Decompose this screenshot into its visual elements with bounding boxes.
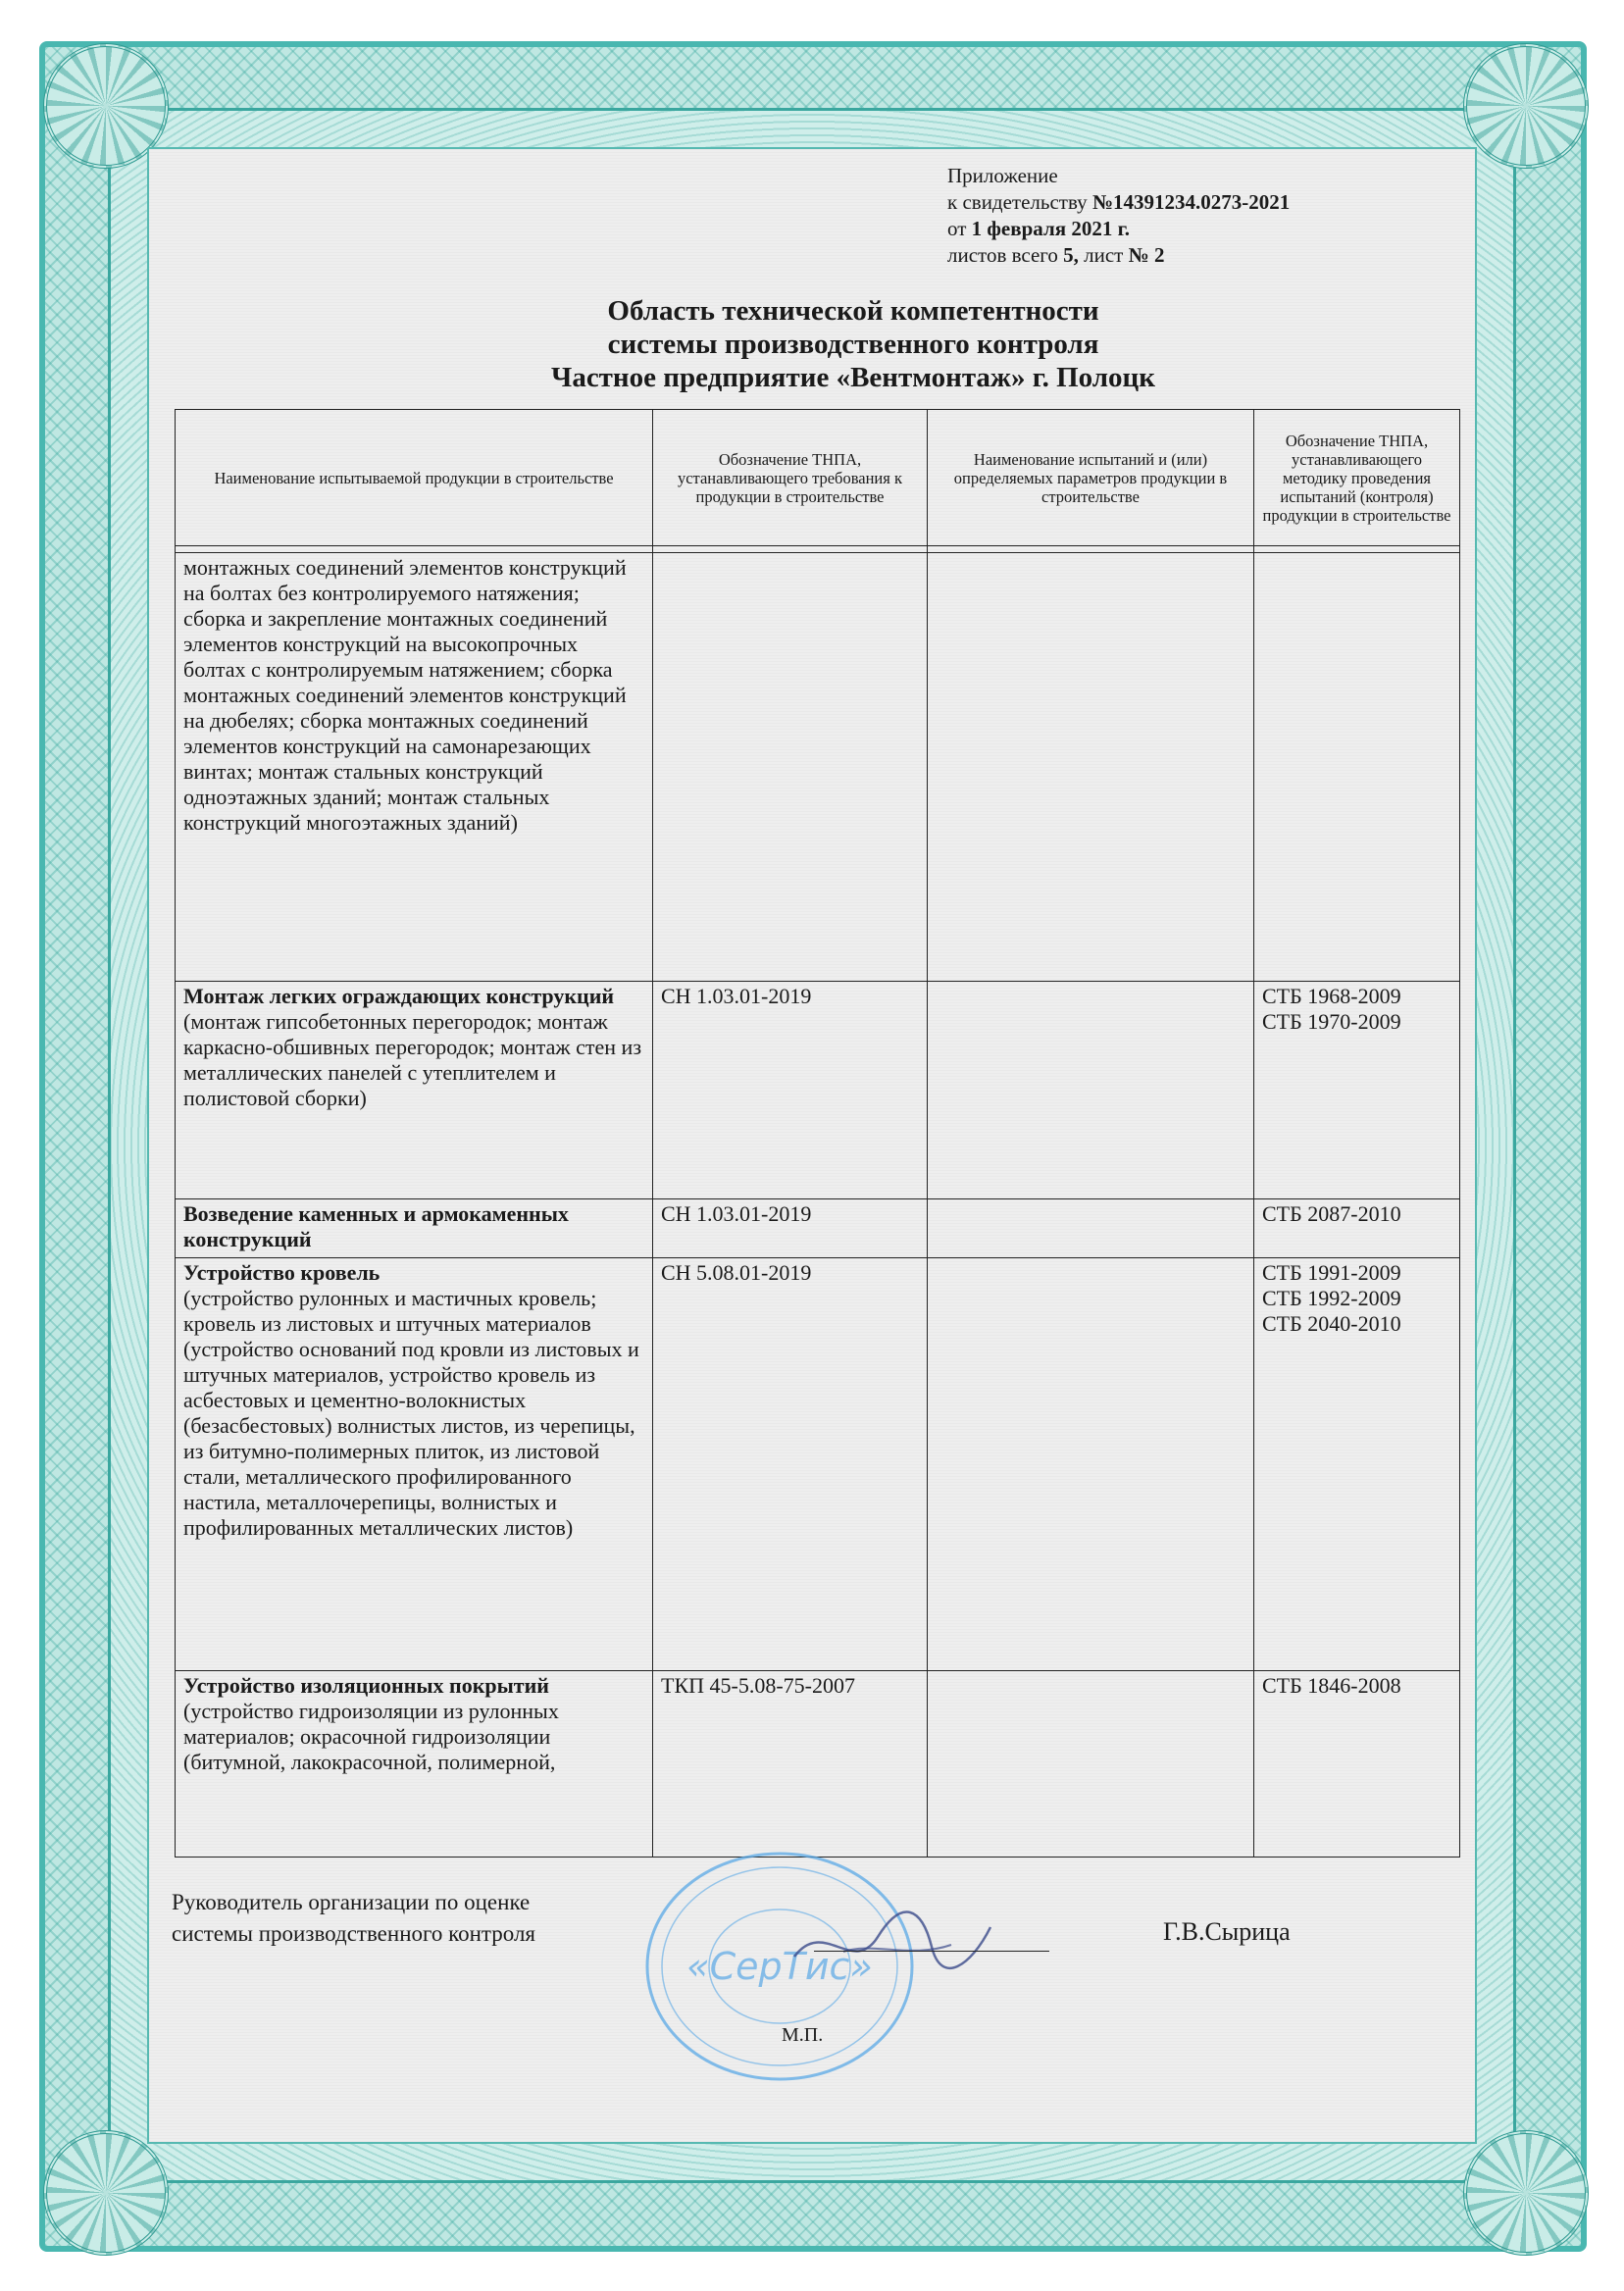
sheet-label: лист [1078, 243, 1129, 267]
tests-cell [928, 1671, 1254, 1858]
product-cell [176, 982, 653, 1199]
title-line: системы производственного контроля [607, 329, 1099, 360]
product-cell [176, 1258, 653, 1671]
table-separator-row [176, 546, 1460, 553]
product-description: монтажных соединений элементов конструкций на болтах без контролируемого натяжения; сборка и закрепление монтажных соединений элементов конструкций на высокопрочных болтах с контролируемым натяжением; сборка монтажных соединений элементов конструкций на дюбелях; сборка монтажных соединений элементов конструкций на самонарезающих винтах; монтаж стальных конструкций одноэтажных зданий; монтаж стальных конструкций многоэтажных зданий) [183, 555, 627, 835]
annex-block [947, 163, 1418, 269]
title-line: Частное предприятие «Вентмонтаж» г. Полоцк [551, 362, 1155, 393]
signature-line [814, 1951, 1049, 1952]
annex-date-line [947, 216, 1418, 242]
column-header: Обозначение ТНПА, устанавливающего требования к продукции в строительстве [653, 410, 928, 546]
stamp-logo-text: «СерТис» [686, 1945, 873, 1988]
document-title [157, 294, 1549, 394]
table-row [176, 553, 1460, 982]
method-standard: СТБ 1846-2008 [1262, 1673, 1401, 1698]
method-standard: СТБ 2087-2010 [1262, 1201, 1401, 1226]
method-standard: СТБ 1968-2009 [1262, 984, 1401, 1008]
method-cell [1254, 553, 1460, 982]
tests-cell [928, 553, 1254, 982]
title-line: Область технической компетентности [607, 295, 1099, 327]
annex-certificate-prefix: к свидетельству [947, 190, 1092, 214]
product-description: (устройство гидроизоляции из рулонных материалов; окрасочной гидроизоляции (битумной, лакокрасочной, полимерной, [183, 1699, 559, 1774]
product-cell [176, 553, 653, 982]
annex-line: Приложение [947, 164, 1058, 187]
annex-date-prefix: от [947, 217, 972, 240]
annex-certificate-line [947, 189, 1418, 216]
certificate-number: №14391234.0273-2021 [1091, 190, 1291, 214]
requirement-cell: СН 1.03.01-2019 [653, 1199, 928, 1258]
method-cell [1254, 1258, 1460, 1671]
competence-table [175, 409, 1460, 1858]
tests-cell [928, 982, 1254, 1199]
sheets-prefix: листов всего [947, 243, 1064, 267]
product-description: (устройство рулонных и мастичных кровель; кровель из листовых и штучных материалов (устройство оснований под кровли из листовых и штучных материалов, устройство кровель из асбестовых и цементно-волокнистых (безасбестовых) волнистых листов, из черепицы, из битумно-полимерных плиток, из листовой стали, металлического профилированного настила, металлочерепицы, волнистых и профилированных металлических листов) [183, 1286, 639, 1540]
sheet-number: № 2 [1128, 243, 1165, 267]
seal-place-mark: М.П. [782, 2024, 824, 2046]
product-cell [176, 1199, 653, 1258]
signatory-title-line: системы производственного контроля [172, 1921, 536, 1946]
product-cell [176, 1671, 653, 1858]
column-header: Обозначение ТНПА, устанавливающего методику проведения испытаний (контроля) продукции в строительстве [1254, 410, 1460, 546]
product-name: Устройство кровель [183, 1260, 381, 1285]
table-row [176, 1258, 1460, 1671]
tests-cell [928, 1199, 1254, 1258]
method-standard: СТБ 2040-2010 [1262, 1311, 1401, 1336]
method-cell [1254, 982, 1460, 1199]
method-standard: СТБ 1991-2009 [1262, 1260, 1401, 1285]
tests-cell [928, 1258, 1254, 1671]
column-header: Наименование испытываемой продукции в строительстве [176, 410, 653, 546]
annex-sheets-line [947, 242, 1418, 269]
method-standard: СТБ 1970-2009 [1262, 1009, 1401, 1034]
method-cell [1254, 1671, 1460, 1858]
certificate-date: 1 февраля 2021 г. [971, 217, 1131, 240]
handwritten-signature [785, 1898, 1000, 1986]
table-row [176, 1671, 1460, 1858]
requirement-cell: ТКП 45-5.08-75-2007 [653, 1671, 928, 1858]
signatory-title-line: Руководитель организации по оценке [172, 1890, 531, 1914]
requirement-cell [653, 553, 928, 982]
product-description: (монтаж гипсобетонных перегородок; монтаж каркасно-обшивных перегородок; монтаж стен из металлических панелей с утеплителем и полистовой сборки) [183, 1009, 642, 1110]
requirement-cell: СН 1.03.01-2019 [653, 982, 928, 1199]
column-header: Наименование испытаний и (или) определяемых параметров продукции в строительстве [928, 410, 1254, 546]
method-standard: СТБ 1992-2009 [1262, 1286, 1401, 1310]
product-name: Монтаж легких ограждающих конструкций [183, 984, 615, 1008]
product-name: Возведение каменных и армокаменных конструкций [183, 1201, 569, 1251]
signer-name: Г.В.Сырица [1163, 1917, 1291, 1946]
method-cell [1254, 1199, 1460, 1258]
requirement-cell: СН 5.08.01-2019 [653, 1258, 928, 1671]
product-name: Устройство изоляционных покрытий [183, 1673, 549, 1698]
table-row [176, 1199, 1460, 1258]
table-row [176, 982, 1460, 1199]
table-header-row [176, 410, 1460, 546]
sheets-total: 5, [1063, 243, 1079, 267]
